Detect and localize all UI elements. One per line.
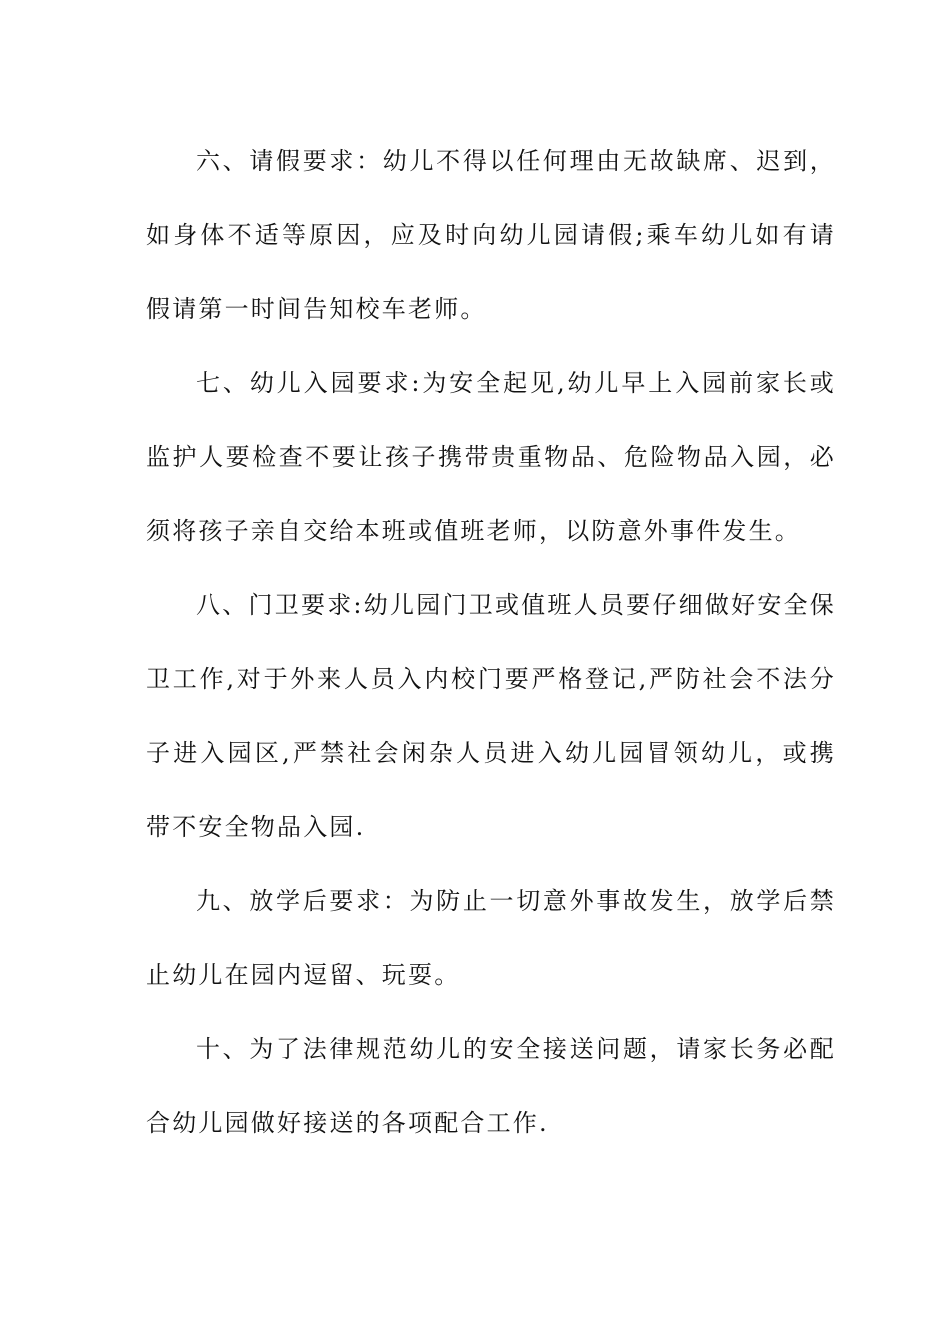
paragraph-leave-requirements: 六、请假要求：幼儿不得以任何理由无故缺席、迟到，如身体不适等原因，应及时向幼儿园请假;乘车幼儿如有请假请第一时间告知校车老师。: [146, 147, 836, 323]
paragraph-admission-requirements: 七、幼儿入园要求:为安全起见,幼儿早上入园前家长或监护人要检查不要让孩子携带贵重物品、危险物品入园，必须将孩子亲自交给本班或值班老师，以防意外事件发生。: [146, 369, 836, 545]
paragraph-after-school-requirements: 九、放学后要求：为防止一切意外事故发生，放学后禁止幼儿在园内逗留、玩耍。: [146, 887, 836, 989]
paragraph-gatekeeper-requirements: 八、门卫要求:幼儿园门卫或值班人员要仔细做好安全保卫工作,对于外来人员入内校门要严格登记,严防社会不法分子进入园区,严禁社会闲杂人员进入幼儿园冒领幼儿，或携带不安全物品入园.: [146, 591, 836, 841]
document-body: [146, 124, 836, 1160]
paragraph-pickup-cooperation: 十、为了法律规范幼儿的安全接送问题，请家长务必配合幼儿园做好接送的各项配合工作.: [146, 1035, 836, 1137]
